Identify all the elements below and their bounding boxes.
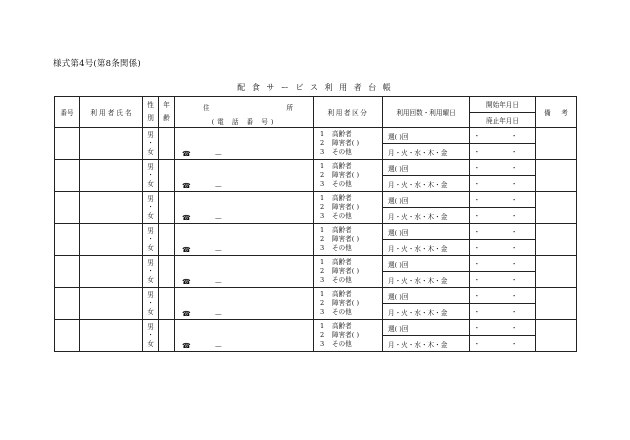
category-disabled: 2 障害者( ) — [320, 171, 360, 179]
header-age-top: 年 — [163, 101, 170, 109]
cell-address[interactable] — [175, 128, 314, 160]
header-remarks-left: 備 — [544, 109, 551, 117]
cell-name[interactable] — [80, 192, 143, 224]
gender-dot: ・ — [147, 267, 154, 276]
cell-age[interactable] — [159, 128, 175, 160]
cell-category[interactable] — [314, 320, 383, 352]
cell-number[interactable] — [55, 288, 80, 320]
cell-name[interactable] — [80, 256, 143, 288]
phone-dash: — — [215, 278, 222, 286]
cell-weekdays[interactable]: 月・火・水・木・金 — [383, 144, 470, 160]
gender-female: 女 — [147, 339, 154, 348]
cell-gender[interactable] — [143, 160, 159, 192]
cell-weekdays[interactable]: 月・火・水・木・金 — [383, 208, 470, 224]
gender-female: 女 — [147, 243, 154, 252]
cell-times-per-week[interactable]: 週( )回 — [383, 256, 470, 272]
cell-times-per-week[interactable]: 週( )回 — [383, 288, 470, 304]
category-disabled: 2 障害者( ) — [320, 267, 360, 275]
category-elderly: 1 高齢者 — [320, 226, 352, 234]
cell-times-per-week[interactable]: 週( )回 — [383, 128, 470, 144]
cell-gender[interactable] — [143, 192, 159, 224]
category-other: 3 その他 — [320, 308, 352, 316]
cell-times-per-week[interactable]: 週( )回 — [383, 192, 470, 208]
cell-address[interactable] — [175, 160, 314, 192]
cell-remarks[interactable] — [536, 192, 577, 224]
cell-weekdays[interactable]: 月・火・水・木・金 — [383, 176, 470, 192]
user-register-table — [54, 96, 577, 352]
phone-icon: ☎ — [182, 342, 191, 350]
cell-age[interactable] — [159, 256, 175, 288]
cell-times-per-week[interactable]: 週( )回 — [383, 160, 470, 176]
category-other: 3 その他 — [320, 340, 352, 348]
header-name: 利 用 者 氏 名 — [80, 97, 143, 128]
category-other: 3 その他 — [320, 244, 352, 252]
cell-age[interactable] — [159, 288, 175, 320]
gender-female: 女 — [147, 179, 154, 188]
cell-category[interactable] — [314, 128, 383, 160]
gender-dot: ・ — [147, 331, 154, 340]
cell-start-date[interactable]: ・ ・ — [470, 320, 536, 336]
phone-icon: ☎ — [182, 214, 191, 222]
cell-age[interactable] — [159, 192, 175, 224]
cell-remarks[interactable] — [536, 288, 577, 320]
category-other: 3 その他 — [320, 180, 352, 188]
category-elderly: 1 高齢者 — [320, 290, 352, 298]
cell-end-date[interactable]: ・ ・ — [470, 176, 536, 192]
category-disabled: 2 障害者( ) — [320, 235, 360, 243]
cell-address[interactable] — [175, 320, 314, 352]
cell-number[interactable] — [55, 224, 80, 256]
gender-male: 男 — [147, 291, 154, 300]
cell-weekdays[interactable]: 月・火・水・木・金 — [383, 304, 470, 320]
category-disabled: 2 障害者( ) — [320, 139, 360, 147]
category-elderly: 1 高齢者 — [320, 162, 352, 170]
cell-category[interactable] — [314, 288, 383, 320]
cell-end-date[interactable]: ・ ・ — [470, 144, 536, 160]
header-address — [175, 97, 314, 128]
header-gender — [143, 97, 159, 128]
phone-dash: — — [215, 246, 222, 254]
cell-age[interactable] — [159, 320, 175, 352]
cell-name[interactable] — [80, 160, 143, 192]
cell-gender[interactable] — [143, 256, 159, 288]
category-disabled: 2 障害者( ) — [320, 299, 360, 307]
cell-name[interactable] — [80, 288, 143, 320]
cell-gender[interactable] — [143, 288, 159, 320]
category-disabled: 2 障害者( ) — [320, 203, 360, 211]
phone-dash: — — [215, 310, 222, 318]
phone-icon: ☎ — [182, 150, 191, 158]
gender-dot: ・ — [147, 235, 154, 244]
cell-name[interactable] — [80, 320, 143, 352]
gender-female: 女 — [147, 307, 154, 316]
cell-start-date[interactable]: ・ ・ — [470, 256, 536, 272]
cell-end-date[interactable]: ・ ・ — [470, 272, 536, 288]
category-other: 3 その他 — [320, 148, 352, 156]
header-number: 番号 — [55, 97, 80, 128]
category-other: 3 その他 — [320, 212, 352, 220]
category-elderly: 1 高齢者 — [320, 130, 352, 138]
table-row — [55, 288, 577, 304]
gender-female: 女 — [147, 147, 154, 156]
cell-end-date[interactable]: ・ ・ — [470, 336, 536, 352]
cell-number[interactable] — [55, 160, 80, 192]
category-other: 3 その他 — [320, 276, 352, 284]
gender-dot: ・ — [147, 203, 154, 212]
cell-category[interactable] — [314, 224, 383, 256]
cell-remarks[interactable] — [536, 128, 577, 160]
table-row — [55, 192, 577, 208]
phone-dash: — — [215, 214, 222, 222]
cell-remarks[interactable] — [536, 256, 577, 288]
category-disabled: 2 障害者( ) — [320, 331, 360, 339]
gender-male: 男 — [147, 195, 154, 204]
table-row — [55, 160, 577, 176]
cell-times-per-week[interactable]: 週( )回 — [383, 320, 470, 336]
cell-start-date[interactable]: ・ ・ — [470, 224, 536, 240]
gender-male: 男 — [147, 163, 154, 172]
cell-start-date[interactable]: ・ ・ — [470, 288, 536, 304]
cell-name[interactable] — [80, 128, 143, 160]
cell-number[interactable] — [55, 256, 80, 288]
cell-age[interactable] — [159, 224, 175, 256]
header-gender-bottom: 別 — [147, 114, 154, 122]
cell-times-per-week[interactable]: 週( )回 — [383, 224, 470, 240]
gender-dot: ・ — [147, 139, 154, 148]
header-usage: 利用回数・利用曜日 — [383, 97, 470, 128]
header-phone: (電 話 番 号) — [211, 118, 277, 126]
phone-icon: ☎ — [182, 182, 191, 190]
header-age-bottom: 齢 — [163, 114, 170, 122]
header-remarks-right: 考 — [561, 109, 568, 117]
cell-weekdays[interactable]: 月・火・水・木・金 — [383, 272, 470, 288]
category-elderly: 1 高齢者 — [320, 194, 352, 202]
gender-dot: ・ — [147, 171, 154, 180]
table-row — [55, 128, 577, 144]
table-row — [55, 320, 577, 336]
cell-remarks[interactable] — [536, 224, 577, 256]
gender-male: 男 — [147, 259, 154, 268]
table-row — [55, 224, 577, 240]
table-row — [55, 256, 577, 272]
form-number-label: 様式第4号(第8条関係) — [53, 59, 141, 69]
cell-address[interactable] — [175, 288, 314, 320]
header-gender-top: 性 — [147, 101, 154, 109]
cell-remarks[interactable] — [536, 320, 577, 352]
cell-address[interactable] — [175, 224, 314, 256]
cell-number[interactable] — [55, 192, 80, 224]
gender-male: 男 — [147, 323, 154, 332]
cell-start-date[interactable]: ・ ・ — [470, 128, 536, 144]
header-end-date: 廃止年月日 — [470, 112, 536, 128]
header-address-left: 住 — [203, 104, 210, 112]
gender-female: 女 — [147, 211, 154, 220]
phone-icon: ☎ — [182, 246, 191, 254]
page-title: 配 食 サ ー ビ ス 利 用 者 台 帳 — [237, 83, 393, 92]
cell-number[interactable] — [55, 320, 80, 352]
phone-dash: — — [215, 342, 222, 350]
gender-dot: ・ — [147, 299, 154, 308]
cell-weekdays[interactable]: 月・火・水・木・金 — [383, 336, 470, 352]
cell-start-date[interactable]: ・ ・ — [470, 160, 536, 176]
cell-remarks[interactable] — [536, 160, 577, 192]
phone-dash: — — [215, 150, 222, 158]
cell-gender[interactable] — [143, 320, 159, 352]
cell-category[interactable] — [314, 192, 383, 224]
cell-name[interactable] — [80, 224, 143, 256]
cell-weekdays[interactable]: 月・火・水・木・金 — [383, 240, 470, 256]
cell-address[interactable] — [175, 256, 314, 288]
cell-category[interactable] — [314, 256, 383, 288]
cell-gender[interactable] — [143, 224, 159, 256]
cell-end-date[interactable]: ・ ・ — [470, 240, 536, 256]
cell-end-date[interactable]: ・ ・ — [470, 304, 536, 320]
gender-male: 男 — [147, 131, 154, 140]
cell-gender[interactable] — [143, 128, 159, 160]
phone-icon: ☎ — [182, 278, 191, 286]
header-address-right: 所 — [286, 104, 293, 112]
header-start-date: 開始年月日 — [470, 97, 536, 113]
header-remarks — [536, 97, 577, 128]
phone-icon: ☎ — [182, 310, 191, 318]
cell-address[interactable] — [175, 192, 314, 224]
category-elderly: 1 高齢者 — [320, 322, 352, 330]
header-category: 利用者区分 — [314, 97, 383, 128]
phone-dash: — — [215, 182, 222, 190]
gender-male: 男 — [147, 227, 154, 236]
header-age — [159, 97, 175, 128]
cell-start-date[interactable]: ・ ・ — [470, 192, 536, 208]
gender-female: 女 — [147, 275, 154, 284]
cell-end-date[interactable]: ・ ・ — [470, 208, 536, 224]
cell-number[interactable] — [55, 128, 80, 160]
cell-category[interactable] — [314, 160, 383, 192]
cell-age[interactable] — [159, 160, 175, 192]
category-elderly: 1 高齢者 — [320, 258, 352, 266]
